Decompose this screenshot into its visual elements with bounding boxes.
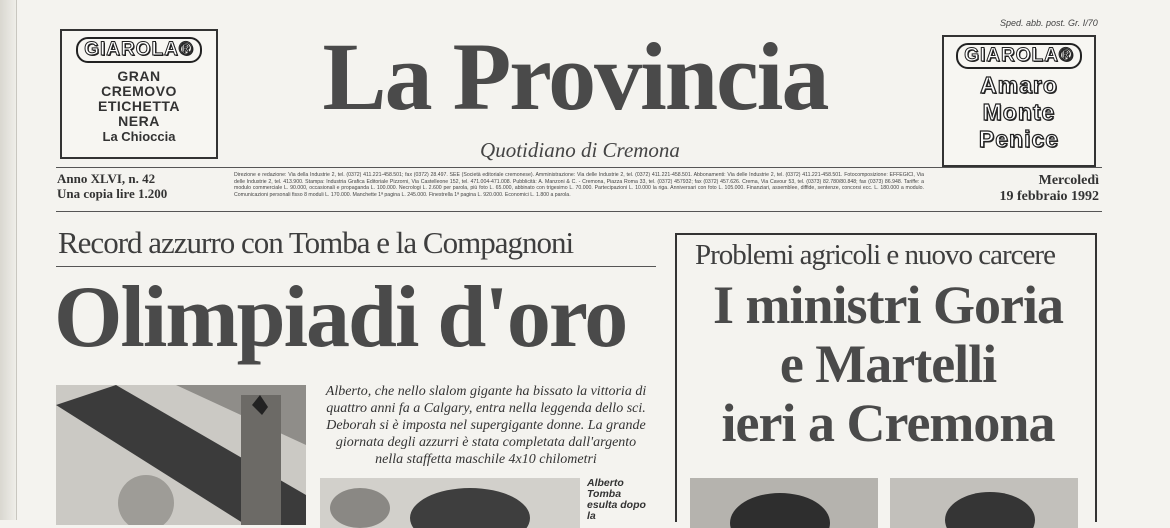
photo-caption: Alberto Tomba esulta dopo la [587,477,646,522]
kicker-underline [56,266,656,267]
page-edge [0,0,17,520]
imprint-text: Direzione e redazione: Via della Industrie 2, tel. (0372) 411.221-458.501; fax (0372) 28.497. SEE (Società editoriale cremonese). Amministrazione: Via delle Industrie 2, tel. (0372) 411.221-458.501. Abbonamenti: Via delle Industrie 2, tel. (0372) 411.221-458.501. Fotocomposizione: EFFEGICI, Via delle Industrie 2, tel. 413.900. Stampa: Industria Grafica Editoriale Pizzorni, Via Castelleone 152, tel. 471.004-471.008. Pubblicità: A. Manzoni & C. - Cremona, Piazza Roma 33, tel. (0372) 457932; fax (0372) 457.626. Crema, Via Cavour 53, tel. (0373) 82.780/80.848; fax (0373) 86.948. Tariffe: a modulo commerciale L. 90.000, occasionali e propaganda L. 100.000. Necrologi L. 2.600 per parola, più foto L. 65.000, abbinato con trigesimo L. 70.000. Partecipazioni L. 10.000 la riga. Anniversari con foto L. 105.000. Finanziari, assemblee, diffide, sentenze, concorsi ecc. L. 180.000 a modulo. Comunicazioni personali fisso 8 moduli L. 170.000. Manchette 1ª pagina L. 245.000. Finestrella 1ª pagina L. 920.000. Economici L. 1.800 a parola. [234,172,924,198]
postal-note: Sped. abb. post. Gr. I/70 [1000,18,1098,28]
tomba-photo [56,385,306,525]
minister-photo-right [890,478,1078,528]
ad-left-tagline: La Chioccia [102,129,176,144]
right-headline-line: ieri a Cremona [721,393,1055,453]
ad-right-line: Monte [982,99,1056,125]
right-headline-line: e Martelli [779,334,997,394]
ad-left-line: NERA [118,113,160,129]
edition-date: 19 febbraio 1992 [999,189,1099,204]
ad-right-line: Penice [978,126,1060,152]
right-story-headline [688,276,1088,453]
celebration-photo [320,478,580,528]
minister-photo-left-image [690,478,878,528]
masthead-rule-bottom [56,211,1102,212]
ad-left-brand: GIAROLA® [76,37,202,63]
ad-left-line: GRAN [117,68,161,84]
ad-giarola-left [60,29,218,159]
edition-day: Mercoledì [1038,173,1099,188]
left-story-kicker: Record azzurro con Tomba e la Compagnoni [58,225,574,260]
ad-right-line: Amaro [980,72,1058,98]
right-story-kicker: Problemi agricoli e nuovo carcere [695,239,1055,271]
ad-right-brand: GIAROLA® [956,43,1082,69]
masthead-rule-top [56,167,1102,168]
minister-photo-right-image [890,478,1078,528]
right-headline-line: I ministri Goria [713,275,1063,335]
masthead-title: La Provincia [322,23,828,130]
ad-giarola-right [942,35,1096,167]
tomba-photo-image [56,385,306,525]
celebration-photo-image [320,478,580,528]
edition-info-left [57,171,167,201]
ad-left-line: CREMOVO [101,83,177,99]
ad-left-line: ETICHETTA [97,98,180,114]
left-story-headline: Olimpiadi d'oro [54,269,627,366]
edition-year-number: Anno XLVI, n. 42 [57,171,156,186]
left-story-lede: Alberto, che nello slalom gigante ha bissato la vittoria di quattro anni fa a Calgary, entra nella leggenda dello sci. Deborah si è imposta nel supergigante donne. La grande giornata degli azzurri è stata completata dall'argento nella staffetta maschile 4x10 chilometri [325,384,647,467]
minister-photo-left [690,478,878,528]
edition-info-right [980,173,1099,205]
masthead-subtitle: Quotidiano di Cremona [480,138,680,162]
edition-price: Una copia lire 1.200 [57,186,168,201]
